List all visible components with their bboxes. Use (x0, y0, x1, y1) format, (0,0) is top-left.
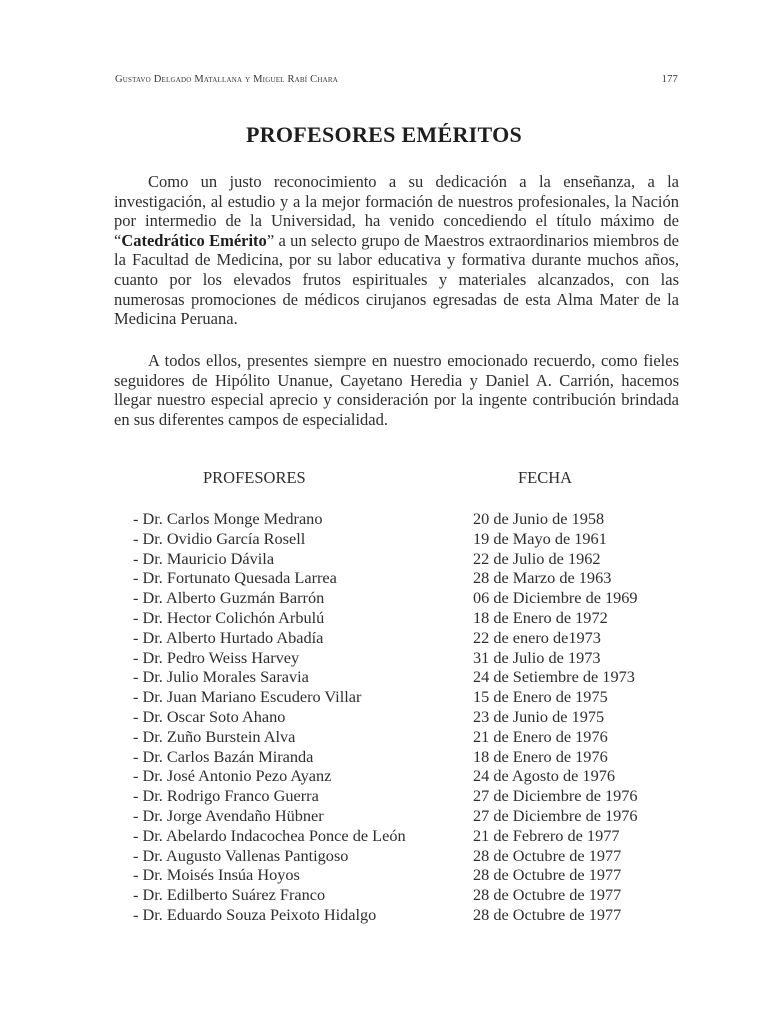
award-date: 24 de Setiembre de 1973 (473, 667, 635, 687)
professor-name: - Dr. Rodrigo Franco Guerra (133, 786, 319, 806)
professor-list (133, 509, 693, 925)
list-item (133, 509, 693, 529)
award-date: 22 de enero de1973 (473, 627, 601, 647)
award-date: 15 de Enero de 1975 (473, 687, 608, 707)
list-item (133, 786, 693, 806)
header-authors: Gustavo Delgado Matallana y Miguel Rabí Chara (115, 74, 338, 85)
list-item (133, 529, 693, 549)
list-item (133, 766, 693, 786)
professor-name: - Dr. Alberto Guzmán Barrón (133, 588, 325, 608)
list-item (133, 747, 693, 767)
professor-name: - Dr. Pedro Weiss Harvey (133, 647, 300, 667)
award-date: 18 de Enero de 1972 (473, 607, 608, 627)
list-item (133, 648, 693, 668)
award-date: 19 de Mayo de 1961 (473, 528, 607, 548)
award-date: 18 de Enero de 1976 (473, 746, 608, 766)
professor-name: - Dr. José Antonio Pezo Ayanz (133, 766, 332, 786)
professor-name: - Dr. Hector Colichón Arbulú (133, 607, 325, 627)
award-date: 21 de Enero de 1976 (473, 726, 608, 746)
list-item (133, 549, 693, 569)
award-date: 21 de Febrero de 1977 (473, 825, 620, 845)
dedication-paragraph (114, 351, 679, 429)
list-item (133, 588, 693, 608)
dedication-text: A todos ellos, presentes siempre en nuestro emocionado recuerdo, como fieles seguidores de Hipólito Unanue, Cayetano Heredia y Daniel A. Carrión, hacemos llegar nuestro especial aprecio y consideración por la ingente contribución brindada en sus diferentes campos de especialidad. (114, 351, 679, 429)
award-date: 27 de Diciembre de 1976 (473, 805, 638, 825)
professor-name: - Dr. Oscar Soto Ahano (133, 706, 286, 726)
professor-name: - Dr. Eduardo Souza Peixoto Hidalgo (133, 904, 377, 924)
page-title: PROFESORES EMÉRITOS (245, 122, 523, 147)
award-date: 28 de Octubre de 1977 (473, 885, 622, 905)
award-date: 27 de Diciembre de 1976 (473, 786, 638, 806)
intro-text-after: ” a un selecto grupo de Maestros extraordinarios miembros de la Facultad de Medicina, por su labor educativa y formativa durante muchos años, cuanto por los elevados frutos espirituales y materiales alcanzados, con las numerosas promociones de médicos cirujanos egresadas de esta Alma Mater de la Medicina Peruana. (114, 230, 679, 329)
professor-name: - Dr. Edilberto Suárez Franco (133, 885, 326, 905)
award-date: 23 de Junio de 1975 (473, 706, 605, 726)
professor-name: - Dr. Augusto Vallenas Pantigoso (133, 845, 349, 865)
award-date: 31 de Julio de 1973 (473, 647, 601, 667)
page-number: 177 (661, 74, 678, 85)
intro-text-before: Como un justo reconocimiento a su dedicación a la enseñanza, a la investigación, al estudio y a la mejor formación de nuestros profesionales, la Nación por intermedio de la Universidad, ha venido concediendo el título máximo de “ (114, 172, 679, 250)
professor-name: - Dr. Carlos Monge Medrano (133, 509, 323, 528)
professor-name: - Dr. Moisés Insúa Hoyos (133, 865, 300, 885)
professor-name: - Dr. Fortunato Quesada Larrea (133, 568, 337, 588)
professor-name: - Dr. Julio Morales Saravia (133, 667, 309, 687)
list-item (133, 687, 693, 707)
list-item (133, 885, 693, 905)
list-item (133, 628, 693, 648)
list-item (133, 727, 693, 747)
list-item (133, 568, 693, 588)
list-item (133, 806, 693, 826)
professor-name: - Dr. Abelardo Indacochea Ponce de León (133, 825, 406, 845)
intro-paragraph (114, 172, 679, 329)
professor-name: - Dr. Jorge Avendaño Hübner (133, 805, 324, 825)
professor-name: - Dr. Mauricio Dávila (133, 548, 275, 568)
column-header-profesores: PROFESORES (203, 468, 306, 487)
list-item (133, 905, 693, 925)
award-date: 06 de Diciembre de 1969 (473, 588, 638, 608)
list-item (133, 846, 693, 866)
list-item (133, 865, 693, 885)
award-date: 28 de Octubre de 1977 (473, 865, 622, 885)
list-item (133, 608, 693, 628)
professor-name: - Dr. Alberto Hurtado Abadía (133, 627, 324, 647)
professor-name: - Dr. Zuño Burstein Alva (133, 726, 296, 746)
intro-bold-title: Catedrático Emérito (121, 230, 267, 250)
list-item (133, 667, 693, 687)
list-item (133, 826, 693, 846)
award-date: 28 de Octubre de 1977 (473, 904, 622, 924)
professor-name: - Dr. Ovidio García Rosell (133, 528, 306, 548)
award-date: 28 de Marzo de 1963 (473, 568, 612, 588)
professor-name: - Dr. Juan Mariano Escudero Villar (133, 687, 362, 707)
award-date: 24 de Agosto de 1976 (473, 766, 615, 786)
column-header-fecha: FECHA (518, 468, 573, 487)
professor-name: - Dr. Carlos Bazán Miranda (133, 746, 314, 766)
award-date: 28 de Octubre de 1977 (473, 845, 622, 865)
award-date: 20 de Junio de 1958 (473, 509, 605, 528)
award-date: 22 de Julio de 1962 (473, 548, 601, 568)
list-item (133, 707, 693, 727)
